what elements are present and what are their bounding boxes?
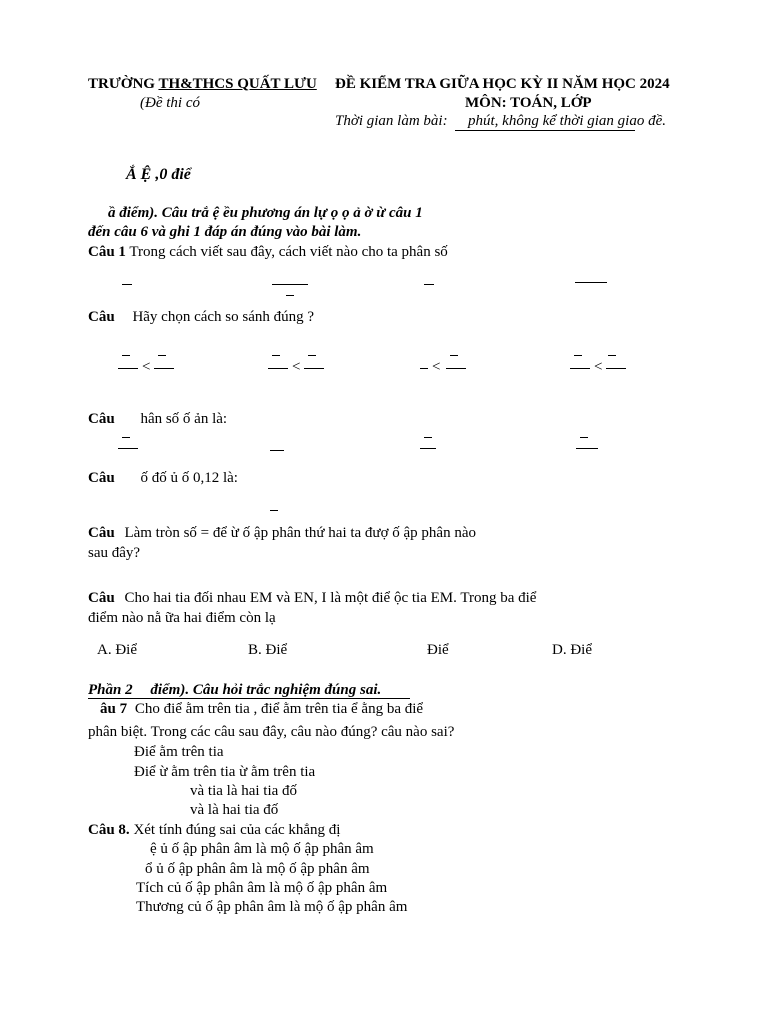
q2-c-right-top xyxy=(450,355,458,356)
question-2 xyxy=(88,308,314,326)
part2-rest: điểm). Câu hỏi trắc nghiệm đúng sai. xyxy=(150,682,382,698)
q4-c-bar xyxy=(270,510,278,511)
question-5-text: Làm tròn số = để ừ ố ập phân thứ hai ta đượ ố ập phân nào xyxy=(124,525,476,541)
q2-b-left-top xyxy=(272,355,280,356)
q3-a-bar xyxy=(118,448,138,449)
question-7-label: âu 7 xyxy=(100,701,128,717)
school-name xyxy=(88,75,317,93)
q2-d-right-bar xyxy=(606,368,626,369)
q2-d-left-bar xyxy=(570,368,590,369)
question-7-text-2: phân biệt. Trong các câu sau đây, câu nào đúng? câu nào sai? xyxy=(88,724,455,740)
question-3 xyxy=(88,410,227,428)
q2-c-right-bar xyxy=(446,368,466,369)
q1-option-b-bar xyxy=(272,284,308,285)
q2-c-lt: < xyxy=(432,359,441,375)
question-1-label: Câu 1 xyxy=(88,244,126,260)
exam-note: (Đề thi có xyxy=(140,95,200,111)
q2-d-lt: < xyxy=(594,359,603,375)
part2-heading xyxy=(88,681,381,699)
q6-option-b: B. Điể xyxy=(248,642,288,658)
q8-item-c: Tích củ ố ập phân âm là mộ ố ập phân âm xyxy=(136,880,388,896)
q1-option-c-bar xyxy=(424,284,434,285)
q3-d-top xyxy=(580,437,588,438)
q6-option-a: A. Điể xyxy=(97,642,137,658)
question-8 xyxy=(88,821,340,839)
question-4-text: ố đố ủ ố 0,12 là: xyxy=(140,470,238,486)
school-name-underlined: TH&THCS QUẤT LƯU xyxy=(158,76,317,92)
q2-a-right-bar xyxy=(154,368,174,369)
question-2-label: Câu xyxy=(88,309,115,325)
question-5-text-2: sau đây? xyxy=(88,545,141,561)
question-7 xyxy=(100,700,423,718)
q7-item-a: Điể ằm trên tia xyxy=(134,744,224,760)
part1-instruction-1: ầ điểm). Câu trắ ệ ều phương án lự ọ ọ ả ờ ừ câu 1 xyxy=(108,205,423,221)
part1-title: Ắ Ệ ,0 điể xyxy=(126,166,191,183)
q1-option-a-bar xyxy=(122,284,132,285)
question-6-text-2: điểm nào nằ ữa hai điểm còn lạ xyxy=(88,610,276,626)
q2-b-lt: < xyxy=(292,359,301,375)
q7-item-d: và là hai tia đố xyxy=(190,802,279,818)
q2-a-right-top xyxy=(158,355,166,356)
question-6 xyxy=(88,589,536,607)
part2-underline xyxy=(88,698,410,699)
q7-item-c: và tia là hai tia đố xyxy=(190,783,298,799)
question-5-label: Câu xyxy=(88,525,115,541)
q2-a-left-bar xyxy=(118,368,138,369)
q6-option-c: Điể xyxy=(427,642,449,658)
question-5 xyxy=(88,524,476,542)
question-4-label: Câu xyxy=(88,470,115,486)
part2-title: Phần 2 xyxy=(88,682,133,698)
q6-option-d: D. Điể xyxy=(552,642,592,658)
q3-c-bar xyxy=(420,448,436,449)
q2-b-left-bar xyxy=(268,368,288,369)
time-label: Thời gian làm bài: xyxy=(335,113,448,129)
question-6-label: Câu xyxy=(88,590,115,606)
q3-a-top xyxy=(122,437,130,438)
q2-a-lt: < xyxy=(142,359,151,375)
question-6-text: Cho hai tia đối nhau EM và EN, I là một điể ộc tia EM. Trong ba điể xyxy=(124,590,537,606)
time-underline xyxy=(455,130,635,131)
question-7-text: Cho điể ằm trên tia , điể ằm trên tia ể ằng ba điể xyxy=(134,701,424,717)
part1-instruction-2: đến câu 6 và ghi 1 đáp án đúng vào bài làm. xyxy=(88,224,362,240)
subject-line: MÔN: TOÁN, LỚP xyxy=(465,95,592,111)
school-prefix: TRƯỜNG xyxy=(88,76,159,92)
q8-item-d: Thương củ ố ập phân âm là mộ ố ập phân âm xyxy=(136,899,408,915)
q7-item-b: Điể ừ ằm trên tia ừ ằm trên tia xyxy=(134,764,316,780)
question-3-text: hân số ố ản là: xyxy=(140,411,228,427)
q2-b-right-bar xyxy=(304,368,324,369)
q2-d-left-top xyxy=(574,355,582,356)
exam-title: ĐỀ KIỂM TRA GIỮA HỌC KỲ II NĂM HỌC 2024 xyxy=(335,76,670,92)
q2-b-right-top xyxy=(308,355,316,356)
q8-item-b: ổ ủ ố ập phân âm là mộ ố ập phân âm xyxy=(145,861,370,877)
question-1 xyxy=(88,243,448,261)
q1-option-d-bar xyxy=(575,282,607,283)
q2-d-right-top xyxy=(608,355,616,356)
q2-c-left-bar xyxy=(420,368,428,369)
question-8-label: Câu 8. xyxy=(88,822,130,838)
q3-d-bar xyxy=(576,448,598,449)
question-4 xyxy=(88,469,238,487)
q3-b-bar xyxy=(270,450,284,451)
question-2-text: Hãy chọn cách so sánh đúng ? xyxy=(132,309,315,325)
question-1-text: Trong cách viết sau đây, cách viết nào cho ta phân số xyxy=(129,244,448,260)
question-3-label: Câu xyxy=(88,411,115,427)
q1-option-b-sub-bar xyxy=(286,295,294,296)
question-8-text: Xét tính đúng sai của các khẳng đị xyxy=(133,822,341,838)
time-suffix: phút, không kể thời gian giao đề. xyxy=(468,113,666,129)
q2-a-left-top xyxy=(122,355,130,356)
q8-item-a: ệ ủ ố ập phân âm là mộ ố ập phân âm xyxy=(150,841,374,857)
q3-c-top xyxy=(424,437,432,438)
